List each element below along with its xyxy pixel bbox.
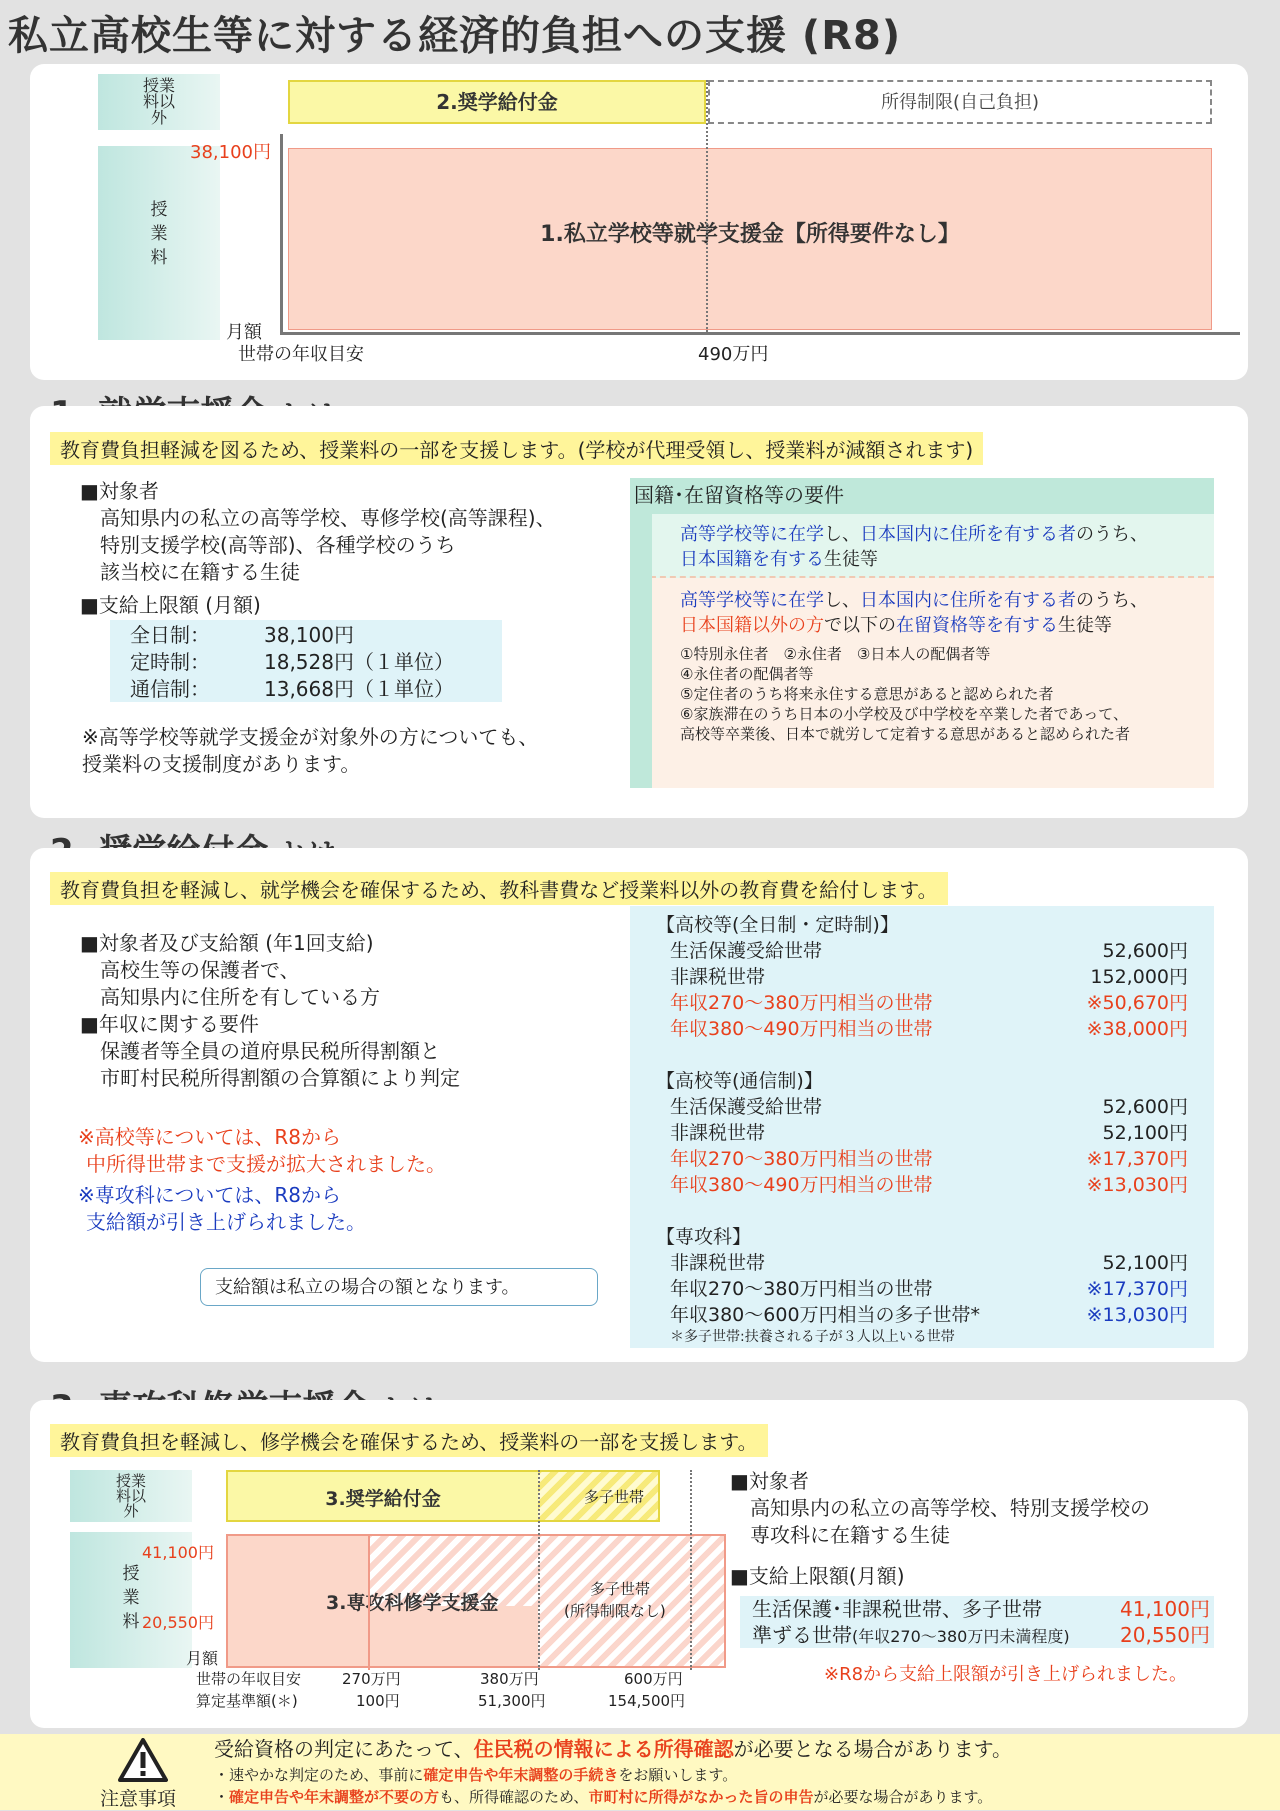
s1-note: ※高等学校等就学支援金が対象外の方についても、 授業料の支援制度があります。 (82, 725, 539, 776)
s3-x1: 270万円 (342, 1670, 401, 1688)
section1-lead: 教育費負担軽減を図るため、授業料の一部を支援します。(学校が代理受領し、授業料が減額されます) (50, 432, 983, 465)
s1-limit-table (110, 620, 502, 702)
limit-row: 通信制： 13,668円（１単位） (130, 677, 454, 701)
scholarship-bar: 2.奨学給付金 (288, 80, 706, 124)
s2-note-1: ※高校等については、R8から 中所得世帯まで支援が拡大されました。 (78, 1125, 446, 1176)
s3-label-other: 授業料以外 (70, 1470, 192, 1522)
caution-line-1: 受給資格の判定にあたって、住民税の情報による所得確認が必要となる場合があります。 (214, 1737, 1013, 1761)
section2-panel (30, 848, 1248, 1362)
caution-line-3: ・確定申告や年末調整が不要の方も、所得確認のため、市町村に所得がなかった旨の申告が必要な場合があります。 (214, 1788, 993, 1806)
s3-scholarship-solid: 3.奨学給付金 (228, 1472, 538, 1520)
s3-label-tuition: 授業料 (70, 1532, 192, 1668)
s1-target: ■対象者 高知県内の私立の高等学校、専修学校(高等課程)、 特別支援学校(高等部)、各種学校のうち 該当校に在籍する生徒 ■支給上限額 (月額) (80, 479, 556, 617)
x-mark-490: 490万円 (698, 344, 769, 365)
s3-bar-r2: (所得制限なし) (564, 1602, 666, 1620)
s3-bar-r1: 多子世帯 (590, 1580, 651, 1598)
s3-divider-3 (690, 1470, 692, 1670)
section2-lead: 教育費負担を軽減し、就学機会を確保するため、教科書費など授業料以外の教育費を給付します。 (50, 872, 948, 905)
y-axis-label: 月額 (226, 322, 262, 343)
s3-tuition-half (368, 1606, 538, 1666)
s3-y1: 41,100円 (142, 1543, 214, 1562)
y-value-label: 38,100円 (190, 142, 271, 163)
s2-target: ■対象者及び支給額 (年1回支給) 高校生等の保護者で、 高知県内に住所を有している方 ■年収に関する要件 保護者等全員の道府県民税所得割額と 市町村民税所得割額の合算額により判定 (80, 931, 460, 1090)
s3-x-base: 算定基準額(＊) (196, 1692, 298, 1710)
overview-chart-panel (30, 64, 1248, 380)
req-accent-bar (630, 514, 652, 788)
s3-b1: 100円 (356, 1692, 400, 1710)
label-other-than-tuition: 授業料以外 (98, 74, 220, 130)
page-title: 私立高校生等に対する経済的負担への支援 (R8) (8, 13, 902, 59)
amount-bubble: 支給額は私立の場合の額となります。 (200, 1268, 598, 1306)
x-axis-label: 世帯の年収目安 (238, 344, 364, 365)
s3-y2: 20,550円 (142, 1613, 214, 1632)
s3-divider-1 (368, 1534, 370, 1670)
s3-target: ■対象者 高知県内の私立の高等学校、特別支援学校の 専攻科に在籍する生徒 ■支給上限額(月額) (730, 1469, 1150, 1588)
limit-row: 全日制： 38,100円 (130, 623, 354, 647)
nationality-requirements (630, 478, 1214, 788)
threshold-dotted-line (706, 80, 708, 332)
s3-x2: 380万円 (480, 1670, 539, 1688)
s3-b3: 154,500円 (608, 1692, 686, 1710)
x-axis-line (280, 332, 1240, 335)
s3-bar-top-right: 多子世帯 (584, 1488, 645, 1506)
s2-note-2: ※専攻科については、R8から 支給額が引き上げられました。 (78, 1183, 366, 1234)
caution-line-2: ・速やかな判定のため、事前に確定申告や年末調整の手続きをお願いします。 (214, 1766, 738, 1784)
s3-x-axis: 世帯の年収目安 (196, 1670, 302, 1688)
tuition-support-bar: 1.私立学校等就学支援金【所得要件なし】 (288, 148, 1212, 330)
s3-divider-2 (538, 1470, 540, 1670)
req-box-1: 高等学校等に在学し、日本国内に住所を有する者のうち、 日本国籍を有する生徒等 (630, 514, 1214, 578)
caution-label: 注意事項 (100, 1788, 177, 1810)
warning-icon (118, 1738, 168, 1782)
section3-lead: 教育費負担を軽減し、修学機会を確保するため、授業料の一部を支援します。 (50, 1424, 768, 1457)
section1-panel (30, 406, 1248, 818)
s3-x3: 600万円 (624, 1670, 683, 1688)
scholarship-amount-table: 【高校等(全日制・定時制)】 生活保護受給世帯 52,600円 非課税世帯 152,000円 年収270～380万円相当の世帯 ※50,670円 年収380～490万円相当の世帯 ※38,000円 【高校等(通信制)】 生活保護受給世帯 52,600円 非課税世帯 52,100円 年収270～380万円相当の世帯 ※17,370円 年収380～490万円相当の世帯 ※13,030円 【専攻科】 非課税世帯 52,100円 年収270～380万円相当の世帯 ※17,370円 年収380～600万円相当の多子世帯* ※13,030円 ＊多子世帯:扶養される子が３人以上いる世帯 (630, 906, 1214, 1348)
s3-b2: 51,300円 (478, 1692, 546, 1710)
req-box-2: 高等学校等に在学し、日本国内に住所を有する者のうち、 日本国籍以外の方で以下の在留資格等を有する生徒等 ①特別永住者 ②永住者 ③日本人の配偶者等 ④永住者の配偶者等 ⑤定住者のうち将来永住する意思があると認められた者 ⑥家族滞在のうち日本の小学校及び中学校を卒業した者であって、 高校等卒業後、日本で就労して定着する意思があると認められた者 (630, 578, 1214, 788)
s3-note: ※R8から支給上限額が引き上げられました。 (824, 1664, 1188, 1685)
s3-limit-table: 生活保護･非課税世帯、多子世帯 41,100円 準ずる世帯(年収270～380万円未満程度) 20,550円 (740, 1596, 1214, 1648)
s3-y-axis: 月額 (186, 1649, 219, 1668)
req-heading: 国籍･在留資格等の要件 (630, 478, 1214, 514)
y-axis-line (280, 134, 283, 334)
s3-bar-main: 3.専攻科修学支援金 (326, 1592, 499, 1614)
income-limit-bar: 所得制限(自己負担) (708, 80, 1212, 124)
section3-panel (30, 1400, 1248, 1728)
label-tuition: 授業料 (98, 146, 220, 340)
limit-row: 定時制： 18,528円（１単位） (130, 650, 454, 674)
